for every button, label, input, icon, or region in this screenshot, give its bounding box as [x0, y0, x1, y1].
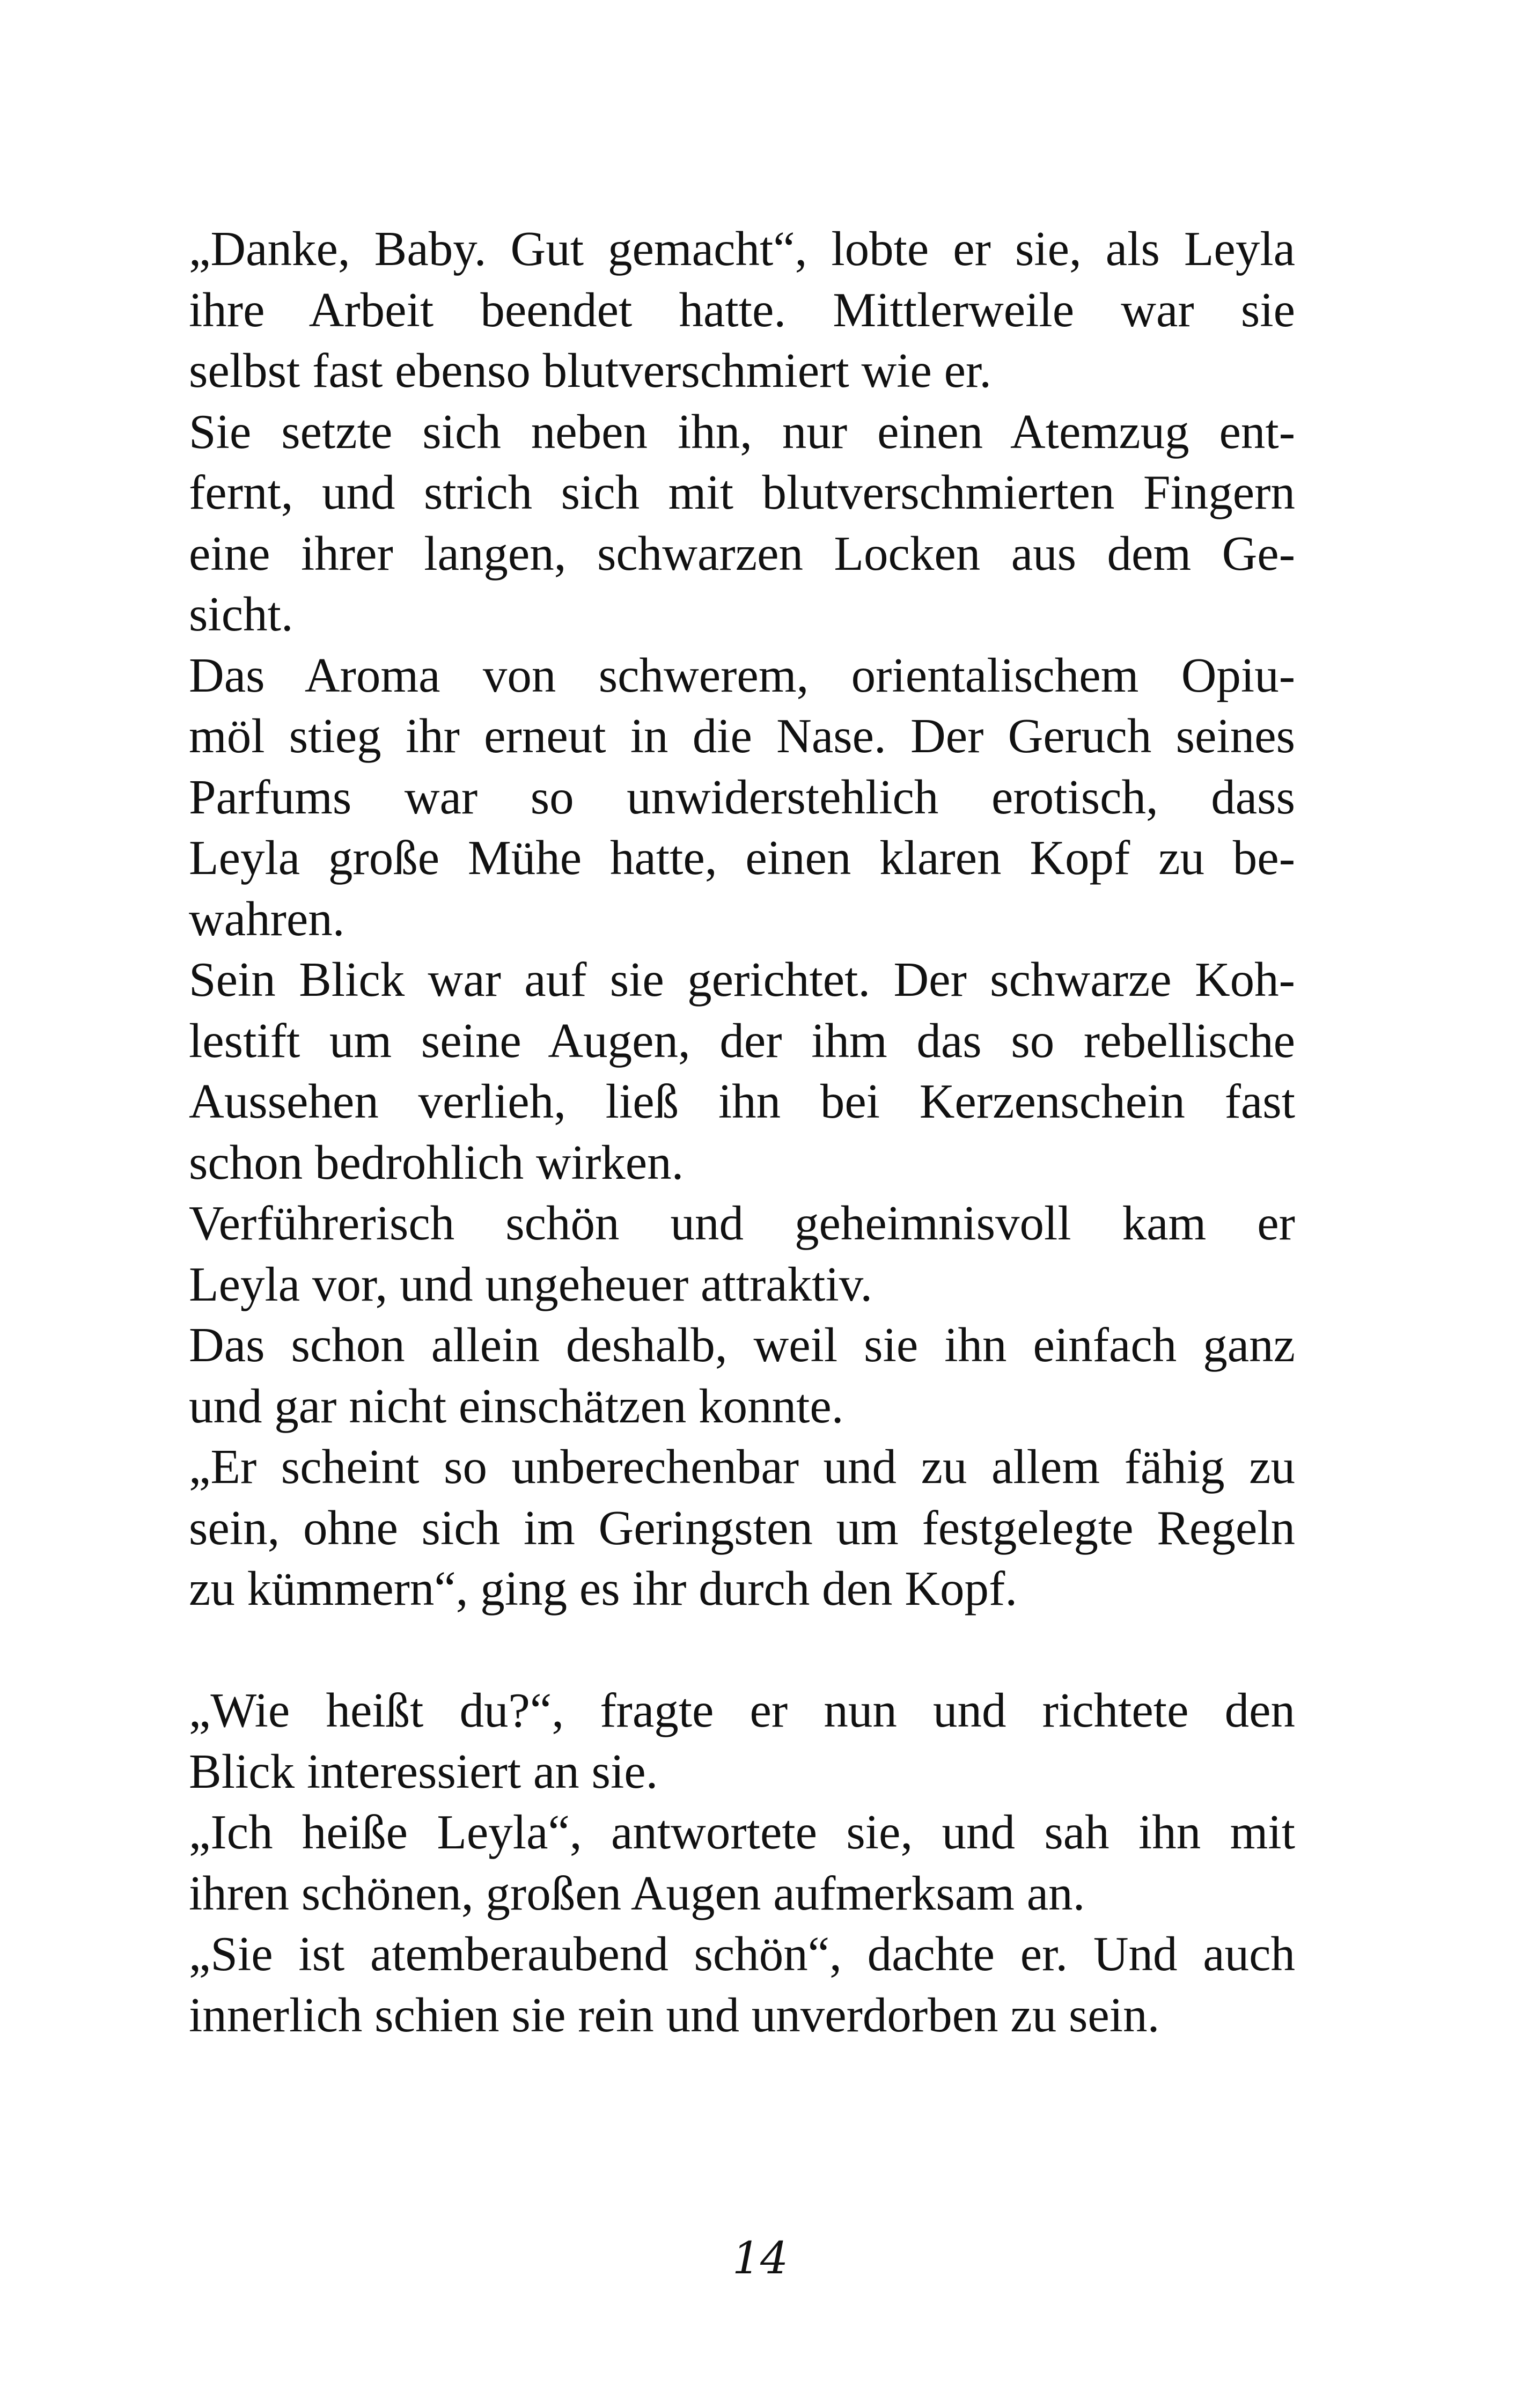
text-line: schon bedrohlich wirken. — [189, 1135, 684, 1190]
text-line: wahren. — [189, 891, 345, 946]
text-line: ihre Arbeit beendet hatte. Mittlerweile war sie — [189, 282, 1295, 337]
text-line: „Er scheint so unberechenbar und zu allem fähig zu — [189, 1440, 1295, 1494]
text-line: Leyla große Mühe hatte, einen klaren Kopf zu be- — [189, 831, 1295, 885]
text-line: sein, ohne sich im Geringsten um festgelegte Regeln — [189, 1500, 1295, 1555]
text-line: Aussehen verlieh, ließ ihn bei Kerzenschein fast — [189, 1074, 1295, 1128]
text-line: sicht. — [189, 587, 293, 641]
text-line: fernt, und strich sich mit blutverschmierten Fingern — [189, 465, 1295, 519]
body-text — [189, 218, 1295, 2045]
text-line: Parfums war so unwiderstehlich erotisch, dass — [189, 769, 1295, 824]
text-line: Sein Blick war auf sie gerichtet. Der schwarze Koh- — [189, 952, 1295, 1007]
text-line: innerlich schien sie rein und unverdorben zu sein. — [189, 1987, 1160, 2042]
text-line: Blick interessiert an sie. — [189, 1744, 658, 1798]
text-line: Leyla vor, und ungeheuer attraktiv. — [189, 1257, 873, 1311]
text-line: selbst fast ebenso blutverschmiert wie er. — [189, 343, 992, 398]
text-line: und gar nicht einschätzen konnte. — [189, 1378, 844, 1433]
text-line: zu kümmern“, ging es ihr durch den Kopf. — [189, 1561, 1018, 1616]
text-line: „Danke, Baby. Gut gemacht“, lobte er sie, als Leyla — [189, 222, 1295, 276]
text-line: Verführerisch schön und geheimnisvoll kam er — [189, 1196, 1295, 1250]
page-number: 14 — [732, 2233, 789, 2284]
text-line: Sie setzte sich neben ihn, nur einen Atemzug ent- — [189, 404, 1295, 459]
text-line: „Ich heiße Leyla“, antwortete sie, und sah ihn mit — [189, 1805, 1295, 1859]
text-line: lestift um seine Augen, der ihm das so rebellische — [189, 1013, 1295, 1068]
text-line: Das Aroma von schwerem, orientalischem Opiu- — [189, 648, 1295, 702]
text-line: möl stieg ihr erneut in die Nase. Der Geruch seines — [189, 709, 1295, 763]
text-line: Das schon allein deshalb, weil sie ihn einfach ganz — [189, 1318, 1295, 1372]
blank-line — [189, 1619, 1295, 1680]
text-line: „Wie heißt du?“, fragte er nun und richtete den — [189, 1683, 1295, 1737]
text-line: ihren schönen, großen Augen aufmerksam an. — [189, 1866, 1085, 1920]
text-line: eine ihrer langen, schwarzen Locken aus dem Ge- — [189, 526, 1295, 581]
text-line: „Sie ist atemberaubend schön“, dachte er. Und auch — [189, 1927, 1295, 1981]
